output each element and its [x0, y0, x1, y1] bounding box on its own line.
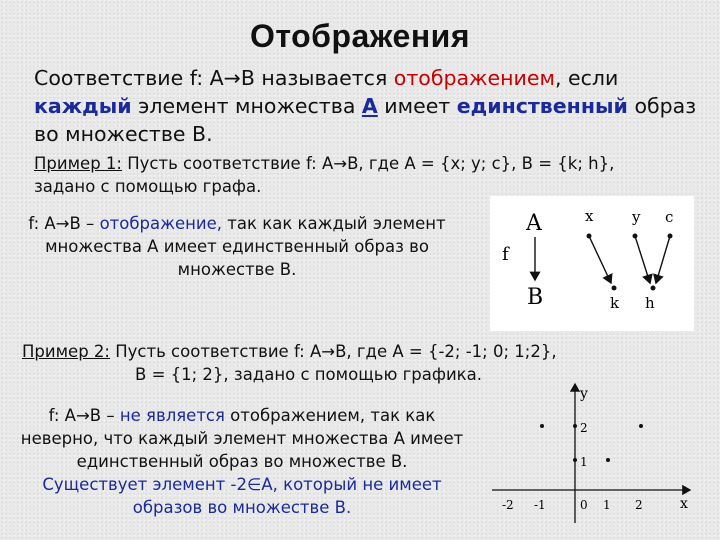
explanation-2-conclusion: Существует элемент -2∈A, который не имеет образов во множестве B. [42, 475, 442, 517]
x-axis-label: x [680, 496, 688, 512]
graph-edge-c-h [656, 236, 670, 283]
graph-set-b-label: B [527, 285, 544, 310]
graph-edge-x-k [589, 236, 611, 283]
x-tick-label: -2 [502, 498, 514, 512]
example-1-label: Пример 1: [34, 154, 122, 173]
mapping-graph-panel [490, 196, 694, 331]
example-2-label: Пример 2: [22, 342, 110, 361]
example-2-line2: B = {1; 2}, задано с помощью графика. [135, 365, 482, 384]
graph-node-y-label: y [632, 208, 641, 226]
example-1-line1: Пусть соответствие f: A→B, где A = {x; y; c}, B = {k; h}, [121, 154, 615, 173]
term-highlight: отображением [393, 66, 555, 90]
y-axis-label: y [580, 386, 588, 402]
arrow-symbol: → [223, 66, 241, 90]
x-tick-label: 1 [603, 498, 611, 512]
graph-node-h [651, 286, 656, 291]
graph-set-a-label: A [526, 211, 542, 236]
coordinate-plot [490, 378, 700, 528]
mapping-graph [490, 196, 694, 331]
graph-node-c-label: c [665, 208, 674, 226]
x-tick-label: 2 [635, 498, 643, 512]
example-2-line1: Пусть соответствие f: A→B, где A = {-2; -1; 0; 1;2}, [109, 342, 557, 361]
graph-edge-y-h [635, 236, 650, 283]
keyword-each: каждый [34, 94, 132, 118]
y-tick-label: 1 [580, 455, 588, 469]
graph-f-label: f [502, 244, 509, 265]
graph-node-k-label: k [610, 294, 620, 312]
definition-part: элемент множества [131, 94, 362, 118]
x-tick-label: -1 [534, 498, 546, 512]
explanation-2-prefix: f: A→B – [48, 406, 120, 425]
explanation-1-rest: так как каждый элемент множества A имеет единственный образ во множестве B. [45, 214, 446, 279]
plot-point [573, 424, 577, 428]
definition-part: Соответствие f: A [34, 66, 224, 90]
definition-part: B называется [240, 66, 394, 90]
plot-point [573, 458, 577, 462]
coordinate-plot-panel [490, 378, 700, 528]
graph-node-x-label: x [585, 207, 594, 225]
explanation-2-highlight: не является [119, 406, 225, 425]
explanation-2-body: отображением, так как неверно, что каждый элемент множества A имеет единственный образ во множестве B. [20, 406, 464, 471]
set-a-label: A [361, 94, 378, 118]
explanation-1-prefix: f: A→B – [28, 214, 100, 233]
keyword-unique: единственный [456, 94, 628, 118]
plot-point [639, 424, 643, 428]
y-tick-label: 2 [580, 421, 588, 435]
example-1 [34, 152, 714, 198]
definition-part: образ во множестве B. [34, 94, 697, 146]
explanation-2 [18, 404, 466, 519]
example-1-line2: задано с помощью графа. [34, 177, 262, 196]
page-title: Отображения [249, 18, 471, 54]
graph-node-k [612, 286, 617, 291]
explanation-1-highlight: отображение, [99, 214, 223, 233]
plot-point [540, 424, 544, 428]
explanation-1 [22, 212, 452, 281]
x-tick-label: 0 [580, 498, 588, 512]
definition-part: , если [554, 66, 619, 90]
plot-point [606, 458, 610, 462]
graph-node-h-label: h [645, 294, 655, 312]
definition-text [34, 64, 704, 148]
definition-part: имеет [377, 94, 457, 118]
